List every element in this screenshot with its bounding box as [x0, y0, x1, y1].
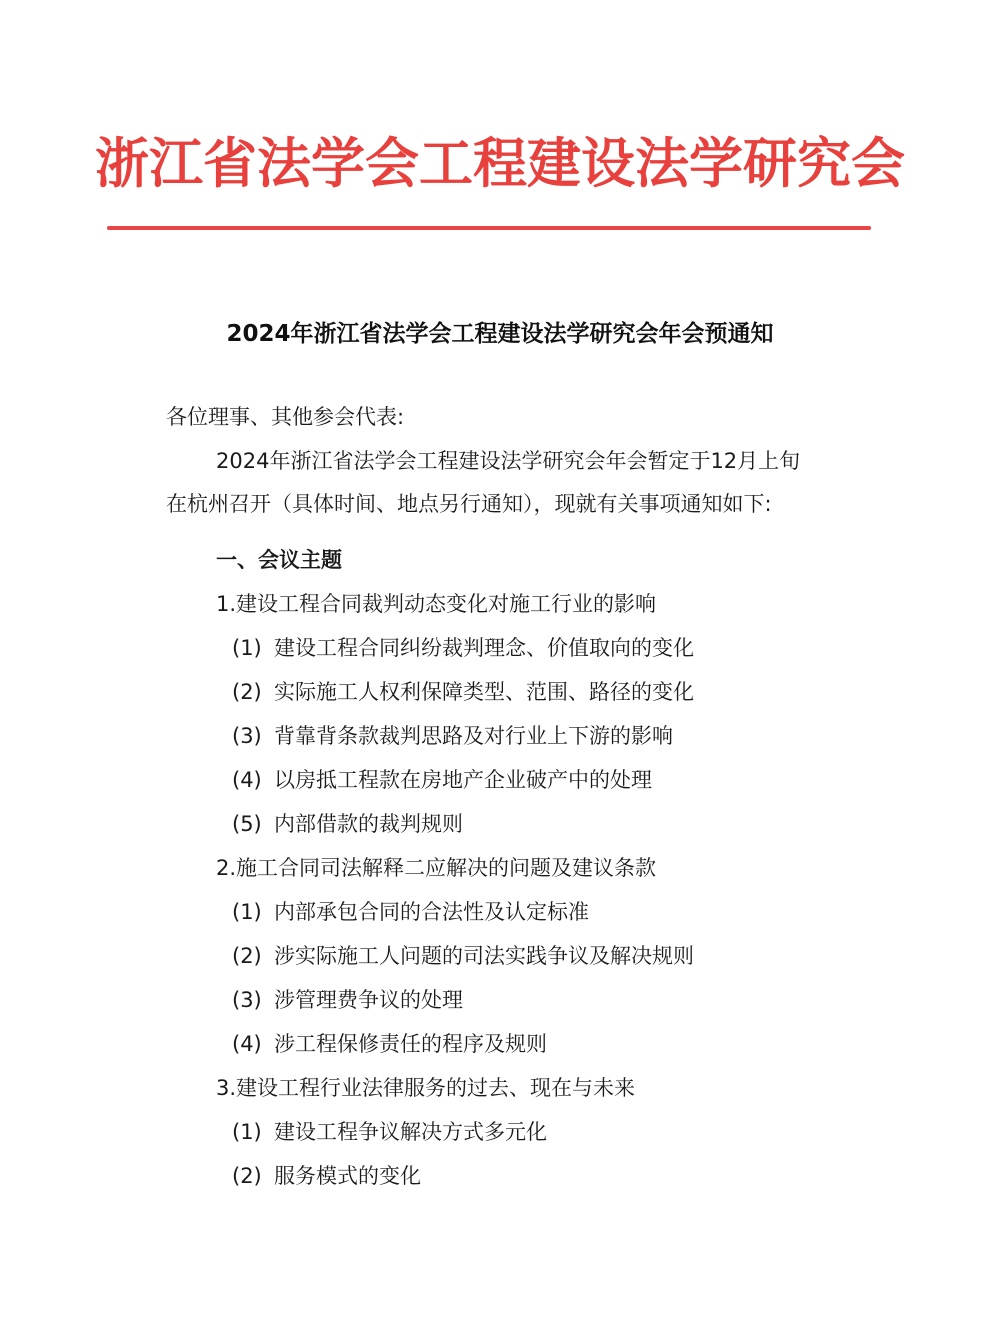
subtopic-number: (3)	[232, 988, 262, 1012]
topic-2-subtopic-3	[232, 985, 463, 1015]
topic-1-subtopic-4	[232, 765, 652, 795]
letterhead-organization-name: 浙江省法学会工程建设法学研究会	[95, 131, 905, 195]
letterhead-red-rule	[107, 226, 871, 230]
subtopic-number: (2)	[232, 1164, 262, 1188]
subtopic-number: (1)	[232, 1120, 262, 1144]
subtopic-number: (2)	[232, 944, 262, 968]
subtopic-number: (1)	[232, 636, 262, 660]
topic-1-subtopic-1	[232, 633, 694, 663]
subtopic-number: (4)	[232, 1032, 262, 1056]
subtopic-text: 实际施工人权利保障类型、范围、路径的变化	[274, 680, 694, 704]
subtopic-text: 涉工程保修责任的程序及规则	[274, 1032, 547, 1056]
topic-2-subtopic-1	[232, 897, 589, 927]
subtopic-text: 涉实际施工人问题的司法实践争议及解决规则	[274, 944, 694, 968]
topic-1-subtopic-5	[232, 809, 463, 839]
intro-paragraph-line-2: 在杭州召开（具体时间、地点另行通知），现就有关事项通知如下:	[166, 492, 772, 516]
salutation: 各位理事、其他参会代表:	[166, 405, 405, 429]
subtopic-number: (2)	[232, 680, 262, 704]
topic-1: 1.建设工程合同裁判动态变化对施工行业的影响	[216, 592, 657, 616]
subtopic-number: (1)	[232, 900, 262, 924]
subtopic-text: 服务模式的变化	[274, 1164, 421, 1188]
topic-2: 2.施工合同司法解释二应解决的问题及建议条款	[216, 856, 657, 880]
topic-2-subtopic-4	[232, 1029, 547, 1059]
subtopic-text: 建设工程合同纠纷裁判理念、价值取向的变化	[274, 636, 694, 660]
section-heading: 一、会议主题	[216, 548, 342, 572]
topic-3-subtopic-1	[232, 1117, 547, 1147]
subtopic-text: 内部借款的裁判规则	[274, 812, 463, 836]
subtopic-number: (5)	[232, 812, 262, 836]
topic-1-subtopic-2	[232, 677, 694, 707]
subtopic-number: (3)	[232, 724, 262, 748]
topic-3: 3.建设工程行业法律服务的过去、现在与未来	[216, 1076, 636, 1100]
topic-3-subtopic-2	[232, 1161, 421, 1191]
subtopic-number: (4)	[232, 768, 262, 792]
document-title: 2024年浙江省法学会工程建设法学研究会年会预通知	[226, 321, 774, 347]
subtopic-text: 背靠背条款裁判思路及对行业上下游的影响	[274, 724, 673, 748]
topic-2-subtopic-2	[232, 941, 694, 971]
subtopic-text: 建设工程争议解决方式多元化	[274, 1120, 547, 1144]
intro-paragraph-line-1: 2024年浙江省法学会工程建设法学研究会年会暂定于12月上旬	[216, 449, 801, 473]
subtopic-text: 以房抵工程款在房地产企业破产中的处理	[274, 768, 652, 792]
subtopic-text: 涉管理费争议的处理	[274, 988, 463, 1012]
subtopic-text: 内部承包合同的合法性及认定标准	[274, 900, 589, 924]
topic-1-subtopic-3	[232, 721, 673, 751]
